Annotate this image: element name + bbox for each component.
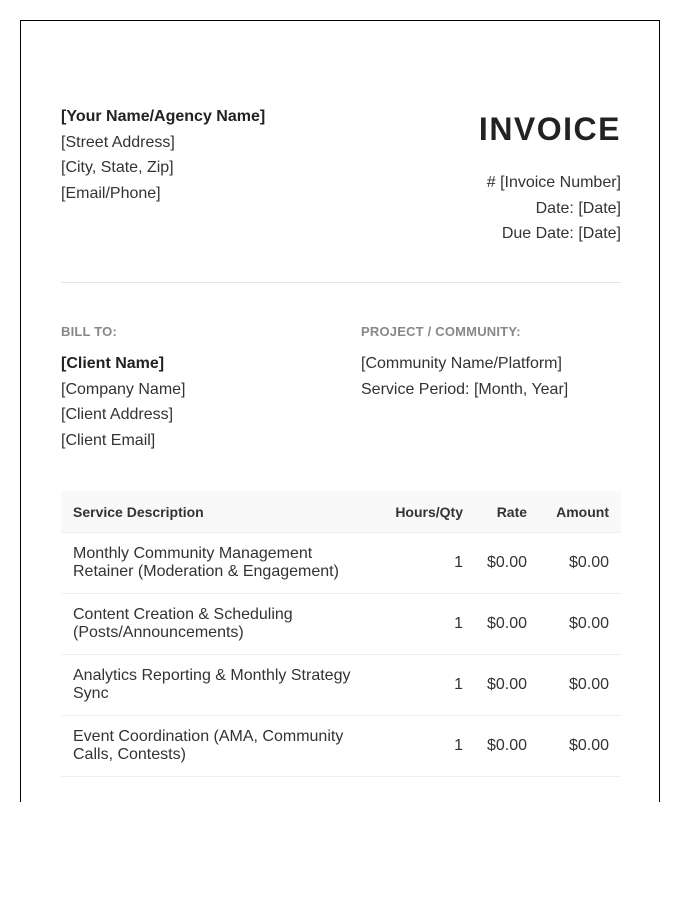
bill-to-label: BILL TO: xyxy=(61,324,118,339)
project-lines xyxy=(361,351,621,402)
row-rate: $0.00 xyxy=(477,716,537,777)
row-description: Analytics Reporting & Monthly Strategy Sync xyxy=(61,655,375,716)
invoice-header xyxy=(479,104,621,247)
invoice-title: INVOICE xyxy=(478,111,621,147)
row-description: Monthly Community Management Retainer (Moderation & Engagement) xyxy=(61,533,375,594)
row-amount: $0.00 xyxy=(537,716,621,777)
table-row xyxy=(61,533,621,594)
client-name: [Client Name] xyxy=(61,355,165,372)
header-description: Service Description xyxy=(61,491,375,533)
client-email: [Client Email] xyxy=(61,432,156,450)
header-qty: Hours/Qty xyxy=(375,491,477,533)
row-rate: $0.00 xyxy=(477,533,537,594)
invoice-due-date: Due Date: [Date] xyxy=(501,225,621,242)
sender-contact: [Email/Phone] xyxy=(61,184,161,202)
row-amount: $0.00 xyxy=(537,533,621,594)
row-qty: 1 xyxy=(375,716,477,777)
row-description: Content Creation & Scheduling (Posts/Announcements) xyxy=(61,594,375,655)
bill-to-block xyxy=(61,324,361,454)
invoice-meta xyxy=(479,170,621,247)
project-block xyxy=(361,324,621,402)
row-qty: 1 xyxy=(375,594,477,655)
row-amount: $0.00 xyxy=(537,655,621,716)
invoice-date: Date: [Date] xyxy=(535,199,621,217)
client-address: [Client Address] xyxy=(61,406,174,424)
invoice-sheet xyxy=(20,20,660,802)
header-amount: Amount xyxy=(537,491,621,533)
sender-block xyxy=(61,104,265,206)
header-divider xyxy=(61,282,621,283)
bill-to-lines xyxy=(61,351,361,454)
row-description: Event Coordination (AMA, Community Calls, Contests) xyxy=(61,716,375,777)
header-rate: Rate xyxy=(477,491,537,533)
project-label: PROJECT / COMMUNITY: xyxy=(361,324,521,339)
row-amount: $0.00 xyxy=(537,594,621,655)
table-row xyxy=(61,716,621,777)
table-row xyxy=(61,594,621,655)
project-community: [Community Name/Platform] xyxy=(361,355,562,372)
row-rate: $0.00 xyxy=(477,655,537,716)
project-service-period: Service Period: [Month, Year] xyxy=(361,380,569,398)
sender-street: [Street Address] xyxy=(61,133,175,151)
sender-city: [City, State, Zip] xyxy=(61,159,174,176)
invoice-number: # [Invoice Number] xyxy=(486,174,621,191)
row-rate: $0.00 xyxy=(477,594,537,655)
table-row xyxy=(61,655,621,716)
table-header-row xyxy=(61,491,621,533)
row-qty: 1 xyxy=(375,655,477,716)
services-table xyxy=(61,491,621,777)
row-qty: 1 xyxy=(375,533,477,594)
sender-name: [Your Name/Agency Name] xyxy=(61,108,266,125)
client-company: [Company Name] xyxy=(61,380,186,398)
